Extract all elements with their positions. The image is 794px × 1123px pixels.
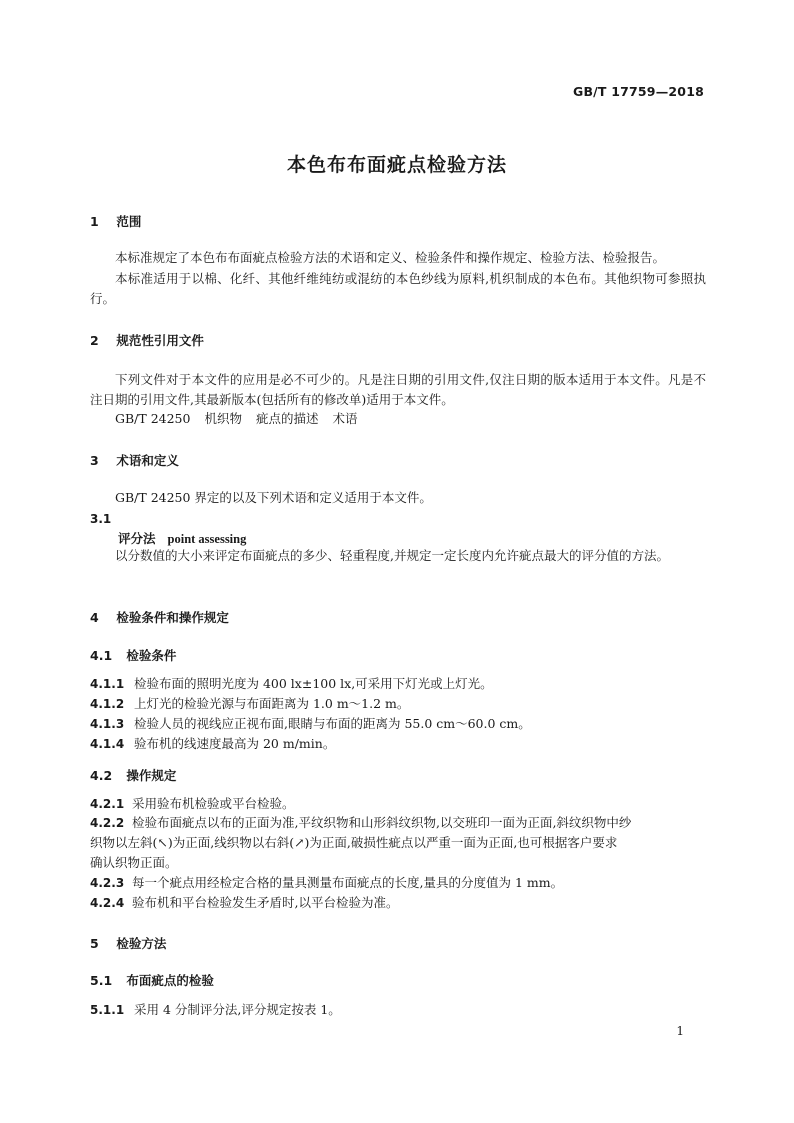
section-1-paragraph-2: 本标准适用于以棉、化纤、其他纤维纯纺或混纺的本色纱线为原料,机织制成的本色布。其他织物可参照执行。	[90, 271, 706, 306]
clause-text: 上灯光的检验光源与布面距离为 1.0 m～1.2 m。	[134, 696, 410, 711]
section-title: 范围	[116, 214, 142, 229]
clause-4-2-2-line-3: 确认织物正面。	[90, 855, 178, 870]
clause-4-2-2-line-1	[90, 813, 706, 833]
clause-number: 4.2.3	[90, 876, 125, 890]
clause-text: 采用验布机检验或平台检验。	[132, 796, 295, 811]
section-2-heading	[90, 331, 204, 349]
section-number: 3	[90, 453, 99, 468]
clause-number: 5.1.1	[90, 1003, 125, 1017]
clause-4-2-1	[90, 794, 706, 814]
document-title: 本色布布面疵点检验方法	[286, 154, 507, 176]
clause-number: 4.1.4	[90, 737, 125, 751]
clause-text: 采用 4 分制评分法,评分规定按表 1。	[134, 1002, 341, 1017]
clause-4-2-4	[90, 893, 706, 913]
section-title: 检验方法	[116, 936, 167, 951]
section-1-paragraph-1: 本标准规定了本色布布面疵点检验方法的术语和定义、检验条件和操作规定、检验方法、检验报告。	[115, 250, 666, 265]
clause-number: 4.2.2	[90, 816, 125, 830]
page-number: 1	[676, 1024, 684, 1038]
clause-text: 验布机的线速度最高为 20 m/min。	[134, 736, 336, 751]
section-title: 术语和定义	[116, 453, 179, 468]
subsection-number: 4.2	[90, 768, 113, 783]
section-3-paragraph-1: GB/T 24250 界定的以及下列术语和定义适用于本文件。	[115, 490, 432, 505]
reference-title-part-1: 机织物	[204, 411, 242, 426]
clause-5-1-1	[90, 1000, 706, 1020]
standard-code: GB/T 17759—2018	[572, 84, 704, 99]
term-number: 3.1	[90, 512, 112, 526]
term-chinese: 评分法	[118, 531, 156, 546]
section-4-heading	[90, 608, 229, 626]
clause-4-1-4	[90, 734, 706, 754]
section-title: 检验条件和操作规定	[116, 610, 229, 625]
clause-text: 检验布面疵点以布的正面为准,平纹织物和山形斜纹织物,以交班印一面为正面,斜纹织物中纱	[132, 815, 632, 830]
clause-4-1-3	[90, 714, 706, 734]
reference-title-part-2: 疵点的描述	[255, 411, 319, 426]
clause-text: 验布机和平台检验发生矛盾时,以平台检验为准。	[132, 895, 399, 910]
subsection-4-2-heading	[90, 766, 176, 784]
subsection-title: 检验条件	[126, 648, 177, 663]
subsection-number: 5.1	[90, 973, 113, 988]
clause-text: 检验布面的照明光度为 400 lx±100 lx,可采用下灯光或上灯光。	[134, 676, 493, 691]
reference-code: GB/T 24250	[115, 411, 191, 426]
clause-text: 每一个疵点用经检定合格的量具测量布面疵点的长度,量具的分度值为 1 mm。	[132, 875, 564, 890]
section-number: 1	[90, 214, 99, 229]
normative-reference	[115, 409, 372, 429]
subsection-5-1-heading	[90, 971, 214, 989]
subsection-number: 4.1	[90, 648, 113, 663]
section-3-heading	[90, 451, 179, 469]
section-1-heading	[90, 212, 141, 230]
clause-text: 检验人员的视线应正视布面,眼睛与布面的距离为 55.0 cm～60.0 cm。	[134, 716, 531, 731]
section-2-paragraph-1: 下列文件对于本文件的应用是必不可少的。凡是注日期的引用文件,仅注日期的版本适用于本文件。凡是不注日期的引用文件,其最新版本(包括所有的修改单)适用于本文件。	[90, 372, 706, 407]
reference-title-part-3: 术语	[332, 411, 358, 426]
clause-number: 4.2.4	[90, 896, 125, 910]
subsection-title: 操作规定	[126, 768, 177, 783]
term-english: point assessing	[167, 532, 247, 546]
section-number: 4	[90, 610, 99, 625]
section-number: 5	[90, 936, 99, 951]
clause-4-1-2	[90, 694, 706, 714]
clause-number: 4.2.1	[90, 797, 125, 811]
section-title: 规范性引用文件	[116, 333, 204, 348]
subsection-title: 布面疵点的检验	[126, 973, 214, 988]
clause-4-2-3	[90, 873, 706, 893]
clause-number: 4.1.3	[90, 717, 125, 731]
term-definition: 以分数值的大小来评定布面疵点的多少、轻重程度,并规定一定长度内允许疵点最大的评分值的方法。	[115, 548, 669, 563]
subsection-4-1-heading	[90, 646, 176, 664]
clause-4-2-2-line-2: 织物以左斜(↖)为正面,线织物以右斜(↗)为正面,破损性疵点以严重一面为正面,也可根据客户要求	[90, 835, 618, 850]
term-entry	[118, 529, 246, 547]
clause-number: 4.1.2	[90, 697, 125, 711]
section-5-heading	[90, 934, 166, 952]
section-number: 2	[90, 333, 99, 348]
clause-4-1-1	[90, 674, 706, 694]
clause-number: 4.1.1	[90, 677, 125, 691]
